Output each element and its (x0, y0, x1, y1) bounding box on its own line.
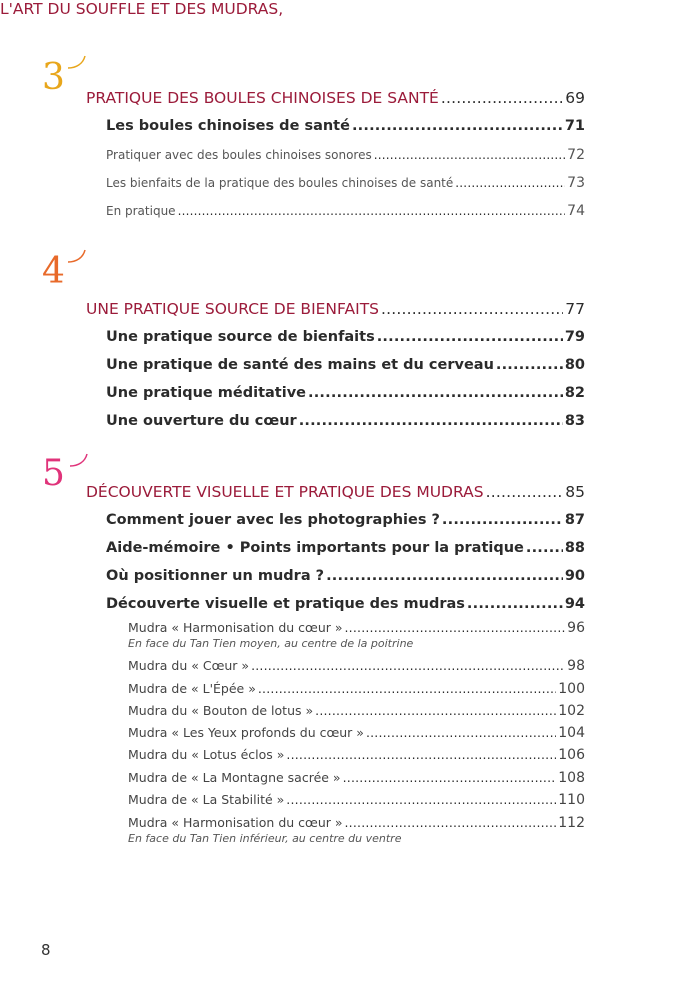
toc-entry[interactable] (106, 568, 585, 584)
chapter-number-3: 3 (42, 57, 65, 98)
entry-label: Mudra « Harmonisation du cœur » (128, 815, 343, 830)
mudra-note: En face du Tan Tien moyen, au centre de la poitrine (128, 637, 414, 650)
page-number: 74 (567, 203, 585, 219)
entry-label: Mudra de « La Montagne sacrée » (128, 770, 341, 785)
toc-entry[interactable] (106, 413, 585, 429)
entry-label: Mudra du « Lotus éclos » (128, 747, 285, 762)
toc-chapter-3[interactable] (86, 89, 585, 107)
page-number: 77 (565, 300, 585, 318)
chapter-number-4: 4 (42, 251, 65, 292)
entry-label: Où positionner un mudra ? (106, 568, 325, 584)
page-number: 69 (565, 89, 585, 107)
toc-entry[interactable] (106, 357, 585, 373)
toc-mudra[interactable] (128, 703, 585, 719)
page-number: 71 (564, 118, 585, 134)
entry-label: Mudra de « L'Épée » (128, 681, 256, 696)
toc-mudra[interactable] (128, 725, 585, 741)
swirl-ornament-icon (66, 248, 88, 264)
toc-entry[interactable] (106, 118, 585, 134)
toc-mudra[interactable] (128, 747, 585, 763)
page-number: 88 (564, 540, 585, 556)
page-number: 106 (558, 747, 585, 763)
entry-label: Une pratique source de bienfaits (106, 329, 375, 345)
entry-label: Comment jouer avec les photographies ? (106, 512, 440, 528)
entry-label: Mudra de « La Stabilité » (128, 792, 285, 807)
page-number: 96 (567, 620, 585, 636)
leader-dots (441, 89, 563, 107)
mudra-note: En face du Tan Tien inférieur, au centre du ventre (128, 832, 402, 845)
toc-mudra[interactable] (128, 658, 585, 674)
toc-chapter-4[interactable] (86, 300, 585, 318)
chapter-title: PRATIQUE DES BOULES CHINOISES DE SANTÉ (86, 89, 439, 107)
toc-entry[interactable] (106, 540, 585, 556)
page-number: 72 (567, 147, 585, 163)
page-number: 112 (558, 815, 585, 831)
toc-mudra[interactable] (128, 815, 585, 831)
chapter-number-5: 5 (42, 453, 65, 494)
page-number: 79 (564, 329, 585, 345)
page-number: 94 (564, 596, 585, 612)
toc-entry[interactable] (106, 147, 585, 163)
chapter-title: DÉCOUVERTE VISUELLE ET PRATIQUE DES MUDRAS (86, 483, 484, 501)
entry-label: Pratiquer avec des boules chinoises sonores (106, 148, 372, 162)
entry-label: Les boules chinoises de santé (106, 118, 350, 134)
entry-label: Mudra du « Cœur » (128, 658, 250, 673)
entry-label: Une pratique de santé des mains et du cerveau (106, 357, 494, 373)
swirl-ornament-icon (66, 54, 88, 70)
swirl-ornament-icon (68, 452, 90, 468)
page-number: 90 (564, 568, 585, 584)
page-number: 82 (564, 385, 585, 401)
page-number: 85 (565, 483, 585, 501)
page-number: 87 (564, 512, 585, 528)
page-number: 104 (558, 725, 585, 741)
page-number: 73 (567, 175, 585, 191)
page-number: 98 (567, 658, 585, 674)
entry-label: En pratique (106, 204, 176, 218)
page-number: 100 (558, 681, 585, 697)
entry-label: Découverte visuelle et pratique des mudras (106, 596, 465, 612)
chapter-title-line-2: UNE PRATIQUE SOURCE DE BIENFAITS (86, 300, 380, 318)
entry-label: Une pratique méditative (106, 385, 306, 401)
page-number: 83 (564, 413, 585, 429)
toc-entry[interactable] (106, 175, 585, 191)
entry-label: Mudra « Harmonisation du cœur » (128, 620, 343, 635)
chapter-title-line-1[interactable]: L'ART DU SOUFFLE ET DES MUDRAS, (0, 0, 284, 18)
entry-label: Les bienfaits de la pratique des boules chinoises de santé (106, 176, 454, 190)
page-number: 102 (558, 703, 585, 719)
toc-entry[interactable] (106, 385, 585, 401)
page-number: 108 (558, 770, 585, 786)
entry-label: Une ouverture du cœur (106, 413, 297, 429)
entry-label: Mudra « Les Yeux profonds du cœur » (128, 725, 364, 740)
toc-mudra[interactable] (128, 681, 585, 697)
toc-entry[interactable] (106, 329, 585, 345)
toc-mudra[interactable] (128, 792, 585, 808)
page-number: 110 (558, 792, 585, 808)
toc-entry[interactable] (106, 512, 585, 528)
toc-mudra[interactable] (128, 620, 585, 636)
toc-chapter-5[interactable] (86, 483, 585, 501)
entry-label: Aide-mémoire • Points importants pour la pratique (106, 540, 524, 556)
entry-label: Mudra du « Bouton de lotus » (128, 703, 314, 718)
toc-entry[interactable] (106, 596, 585, 612)
page-number: 80 (564, 357, 585, 373)
toc-entry[interactable] (106, 203, 585, 219)
page-folio: 8 (41, 941, 51, 959)
toc-mudra[interactable] (128, 770, 585, 786)
